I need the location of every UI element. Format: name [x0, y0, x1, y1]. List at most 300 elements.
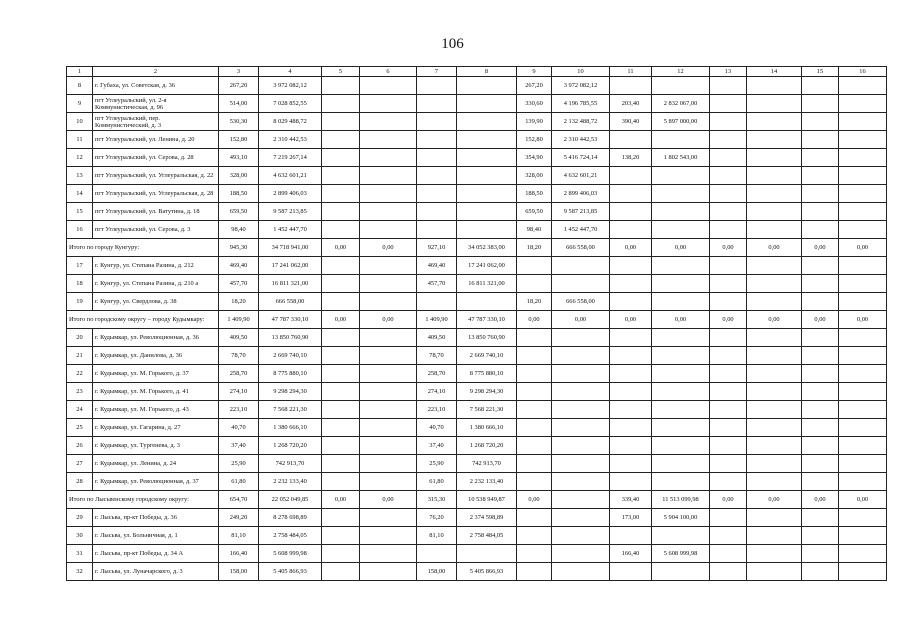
value-cell	[360, 275, 417, 293]
address-cell: г. Лысьва, ул. Больничная, д. 1	[93, 527, 219, 545]
total-cell: 47 787 330,10	[259, 311, 322, 329]
value-cell: 203,40	[610, 95, 652, 113]
value-cell	[360, 113, 417, 131]
value-cell: 17 241 062,00	[457, 257, 517, 275]
value-cell	[322, 95, 360, 113]
value-cell: 3 972 082,12	[552, 77, 610, 95]
value-cell	[802, 383, 839, 401]
value-cell: 390,40	[610, 113, 652, 131]
value-cell	[839, 545, 887, 563]
value-cell	[552, 419, 610, 437]
value-cell	[802, 473, 839, 491]
address-cell: пгт Углеуральский, ул. 2-я Коммунистическая, д. 96	[93, 95, 219, 113]
value-cell	[417, 221, 457, 239]
table-row	[67, 347, 887, 365]
value-cell	[802, 563, 839, 581]
total-cell: 18,20	[517, 239, 552, 257]
value-cell	[839, 113, 887, 131]
value-cell	[517, 383, 552, 401]
value-cell	[710, 275, 747, 293]
value-cell: 81,10	[219, 527, 259, 545]
value-cell	[652, 185, 710, 203]
address-cell: г. Кудымкар, ул. Революционная, д. 37	[93, 473, 219, 491]
total-cell: 0,00	[517, 311, 552, 329]
table-row	[67, 203, 887, 221]
value-cell	[839, 77, 887, 95]
total-cell: 0,00	[710, 311, 747, 329]
value-cell: 25,90	[417, 455, 457, 473]
value-cell	[517, 329, 552, 347]
address-cell: г. Кудымкар, ул. М. Горького, д. 43	[93, 401, 219, 419]
value-cell	[839, 293, 887, 311]
value-cell	[552, 527, 610, 545]
value-cell	[552, 365, 610, 383]
table-row	[67, 293, 887, 311]
total-cell: 0,00	[747, 239, 802, 257]
value-cell	[652, 401, 710, 419]
value-cell: 40,70	[417, 419, 457, 437]
value-cell: 457,70	[417, 275, 457, 293]
value-cell	[652, 77, 710, 95]
value-cell	[839, 185, 887, 203]
value-cell: 328,00	[219, 167, 259, 185]
value-cell	[747, 509, 802, 527]
value-cell	[517, 365, 552, 383]
value-cell	[360, 293, 417, 311]
row-number: 25	[67, 419, 93, 437]
value-cell	[839, 347, 887, 365]
value-cell	[839, 419, 887, 437]
value-cell	[839, 365, 887, 383]
value-cell	[710, 203, 747, 221]
header-cell: 10	[552, 67, 610, 77]
header-cell: 6	[360, 67, 417, 77]
address-cell: пгт Углеуральский, ул. Серова, д. 3	[93, 221, 219, 239]
row-number: 14	[67, 185, 93, 203]
value-cell: 1 452 447,70	[552, 221, 610, 239]
value-cell: 25,90	[219, 455, 259, 473]
value-cell	[322, 545, 360, 563]
value-cell	[839, 383, 887, 401]
value-cell	[322, 257, 360, 275]
value-cell	[839, 401, 887, 419]
value-cell	[360, 257, 417, 275]
table-row	[67, 509, 887, 527]
value-cell	[710, 167, 747, 185]
value-cell	[360, 509, 417, 527]
row-number: 23	[67, 383, 93, 401]
value-cell: 2 899 406,03	[552, 185, 610, 203]
value-cell	[839, 149, 887, 167]
value-cell	[360, 419, 417, 437]
total-cell: 0,00	[360, 239, 417, 257]
value-cell: 9 298 294,30	[457, 383, 517, 401]
total-label: Итого по городскому округу – городу Кудымкару:	[67, 311, 219, 329]
value-cell: 8 029 488,72	[259, 113, 322, 131]
value-cell: 530,30	[219, 113, 259, 131]
value-cell: 457,70	[219, 275, 259, 293]
total-cell: 927,10	[417, 239, 457, 257]
value-cell: 2 310 442,53	[552, 131, 610, 149]
value-cell	[360, 437, 417, 455]
value-cell: 2 232 133,40	[457, 473, 517, 491]
value-cell	[610, 131, 652, 149]
value-cell	[802, 275, 839, 293]
value-cell	[360, 329, 417, 347]
value-cell	[360, 95, 417, 113]
value-cell	[652, 167, 710, 185]
value-cell: 354,90	[517, 149, 552, 167]
value-cell	[610, 167, 652, 185]
table-row	[67, 563, 887, 581]
value-cell: 223,10	[219, 401, 259, 419]
value-cell	[839, 203, 887, 221]
row-number: 12	[67, 149, 93, 167]
value-cell	[747, 455, 802, 473]
address-cell: г. Кудымкар, ул. М. Горького, д. 37	[93, 365, 219, 383]
value-cell	[360, 563, 417, 581]
table-row	[67, 221, 887, 239]
total-cell: 0,00	[322, 239, 360, 257]
value-cell	[839, 257, 887, 275]
value-cell: 166,40	[610, 545, 652, 563]
value-cell	[710, 131, 747, 149]
total-cell: 0,00	[360, 491, 417, 509]
value-cell	[610, 527, 652, 545]
value-cell	[652, 437, 710, 455]
value-cell: 13 850 760,90	[457, 329, 517, 347]
value-cell	[802, 329, 839, 347]
value-cell	[710, 113, 747, 131]
total-cell: 0,00	[747, 311, 802, 329]
value-cell: 152,80	[517, 131, 552, 149]
address-cell: г. Кудымкар, ул. М. Горького, д. 41	[93, 383, 219, 401]
value-cell: 5 608 999,98	[259, 545, 322, 563]
value-cell	[747, 257, 802, 275]
value-cell: 7 028 852,55	[259, 95, 322, 113]
row-number: 10	[67, 113, 93, 131]
header-cell: 3	[219, 67, 259, 77]
total-cell: 0,00	[360, 311, 417, 329]
value-cell	[802, 185, 839, 203]
value-cell	[360, 167, 417, 185]
value-cell: 9 587 213,85	[259, 203, 322, 221]
value-cell	[802, 545, 839, 563]
value-cell	[552, 437, 610, 455]
value-cell	[710, 95, 747, 113]
header-cell: 13	[710, 67, 747, 77]
address-cell: г. Кудымкар, ул. Ленина, д. 24	[93, 455, 219, 473]
value-cell: 40,70	[219, 419, 259, 437]
value-cell: 659,50	[517, 203, 552, 221]
value-cell	[457, 221, 517, 239]
value-cell	[610, 77, 652, 95]
value-cell	[360, 455, 417, 473]
value-cell	[610, 401, 652, 419]
address-cell: г. Кудымкар, ул. Тургенева, д. 3	[93, 437, 219, 455]
row-number: 29	[67, 509, 93, 527]
row-number: 16	[67, 221, 93, 239]
value-cell	[610, 329, 652, 347]
value-cell: 659,50	[219, 203, 259, 221]
value-cell: 8 775 880,10	[457, 365, 517, 383]
value-cell	[710, 365, 747, 383]
value-cell: 78,70	[417, 347, 457, 365]
table-row	[67, 527, 887, 545]
value-cell: 37,40	[219, 437, 259, 455]
table-row	[67, 95, 887, 113]
value-cell	[457, 77, 517, 95]
total-cell: 0,00	[610, 239, 652, 257]
value-cell	[517, 347, 552, 365]
value-cell	[360, 347, 417, 365]
table-row	[67, 275, 887, 293]
value-cell	[322, 509, 360, 527]
value-cell	[652, 203, 710, 221]
value-cell	[322, 329, 360, 347]
value-cell	[360, 365, 417, 383]
total-cell: 315,30	[417, 491, 457, 509]
value-cell	[652, 473, 710, 491]
value-cell: 328,00	[517, 167, 552, 185]
value-cell: 2 374 598,89	[457, 509, 517, 527]
value-cell: 139,90	[517, 113, 552, 131]
header-cell: 16	[839, 67, 887, 77]
address-cell: г. Лысьва, пр-кт Победы, д. 36	[93, 509, 219, 527]
value-cell	[517, 473, 552, 491]
value-cell	[710, 455, 747, 473]
value-cell	[322, 401, 360, 419]
value-cell	[747, 437, 802, 455]
row-number: 26	[67, 437, 93, 455]
value-cell	[802, 131, 839, 149]
value-cell	[802, 293, 839, 311]
value-cell	[322, 185, 360, 203]
value-cell	[517, 437, 552, 455]
header-cell: 11	[610, 67, 652, 77]
total-cell: 0,00	[747, 491, 802, 509]
value-cell: 81,10	[417, 527, 457, 545]
value-cell: 5 416 724,14	[552, 149, 610, 167]
row-number: 20	[67, 329, 93, 347]
value-cell	[552, 509, 610, 527]
value-cell	[360, 545, 417, 563]
value-cell	[360, 131, 417, 149]
header-row	[67, 67, 887, 77]
value-cell: 61,80	[417, 473, 457, 491]
value-cell	[747, 545, 802, 563]
value-cell: 5 897 000,00	[652, 113, 710, 131]
table-row	[67, 131, 887, 149]
value-cell	[360, 77, 417, 95]
row-number: 32	[67, 563, 93, 581]
value-cell: 330,60	[517, 95, 552, 113]
value-cell	[417, 95, 457, 113]
value-cell	[610, 455, 652, 473]
total-cell: 34 052 383,00	[457, 239, 517, 257]
value-cell: 2 899 406,03	[259, 185, 322, 203]
value-cell	[417, 113, 457, 131]
value-cell: 2 758 484,05	[457, 527, 517, 545]
value-cell	[322, 437, 360, 455]
value-cell	[517, 509, 552, 527]
value-cell	[710, 545, 747, 563]
value-cell: 4 196 785,55	[552, 95, 610, 113]
value-cell	[322, 203, 360, 221]
value-cell	[747, 401, 802, 419]
address-cell: г. Кудымкар, ул. Революционная, д. 36	[93, 329, 219, 347]
value-cell	[802, 77, 839, 95]
total-cell: 0,00	[839, 311, 887, 329]
value-cell: 61,80	[219, 473, 259, 491]
value-cell	[802, 347, 839, 365]
total-cell: 0,00	[802, 311, 839, 329]
value-cell	[322, 383, 360, 401]
value-cell	[747, 527, 802, 545]
total-cell: 0,00	[652, 311, 710, 329]
value-cell	[322, 473, 360, 491]
value-cell	[710, 419, 747, 437]
header-cell: 12	[652, 67, 710, 77]
value-cell	[517, 545, 552, 563]
total-label: Итого по Лысьвенскому городскому округу:	[67, 491, 219, 509]
value-cell	[710, 383, 747, 401]
value-cell	[360, 221, 417, 239]
value-cell: 5 405 866,93	[457, 563, 517, 581]
value-cell: 409,50	[219, 329, 259, 347]
value-cell	[839, 131, 887, 149]
table-row	[67, 365, 887, 383]
value-cell	[710, 437, 747, 455]
value-cell	[610, 347, 652, 365]
total-cell: 34 718 941,00	[259, 239, 322, 257]
address-cell: г. Кудымкар, ул. Гагарина, д. 27	[93, 419, 219, 437]
value-cell: 742 913,70	[457, 455, 517, 473]
value-cell	[802, 149, 839, 167]
value-cell	[610, 437, 652, 455]
value-cell: 16 811 321,00	[259, 275, 322, 293]
value-cell	[652, 365, 710, 383]
value-cell	[802, 509, 839, 527]
value-cell: 7 568 221,30	[457, 401, 517, 419]
value-cell	[802, 419, 839, 437]
value-cell	[552, 473, 610, 491]
row-number: 21	[67, 347, 93, 365]
value-cell	[552, 383, 610, 401]
value-cell: 8 775 880,10	[259, 365, 322, 383]
total-cell: 0,00	[552, 311, 610, 329]
value-cell	[710, 527, 747, 545]
value-cell: 8 278 698,89	[259, 509, 322, 527]
value-cell	[652, 257, 710, 275]
value-cell	[457, 545, 517, 563]
value-cell	[839, 437, 887, 455]
value-cell: 409,50	[417, 329, 457, 347]
value-cell	[457, 95, 517, 113]
header-cell: 1	[67, 67, 93, 77]
value-cell	[747, 221, 802, 239]
value-cell	[652, 563, 710, 581]
address-cell: пгт Углеуральский, ул. Ленина, д. 20	[93, 131, 219, 149]
value-cell	[517, 401, 552, 419]
value-cell: 4 632 601,21	[259, 167, 322, 185]
value-cell	[802, 167, 839, 185]
value-cell	[802, 401, 839, 419]
row-number: 15	[67, 203, 93, 221]
value-cell	[802, 257, 839, 275]
total-cell: 47 787 330,10	[457, 311, 517, 329]
total-cell: 0,00	[802, 491, 839, 509]
value-cell: 267,20	[517, 77, 552, 95]
value-cell	[360, 383, 417, 401]
table-row	[67, 401, 887, 419]
value-cell	[610, 257, 652, 275]
value-cell	[652, 455, 710, 473]
table-row	[67, 167, 887, 185]
value-cell: 4 632 601,21	[552, 167, 610, 185]
value-cell	[610, 275, 652, 293]
table-body	[67, 67, 887, 581]
value-cell	[802, 221, 839, 239]
value-cell	[710, 563, 747, 581]
value-cell	[360, 401, 417, 419]
value-cell	[747, 113, 802, 131]
header-cell: 7	[417, 67, 457, 77]
header-cell: 5	[322, 67, 360, 77]
value-cell	[710, 185, 747, 203]
address-cell: г. Кунгур, ул. Степана Разина, д. 212	[93, 257, 219, 275]
total-cell: 1 409,90	[219, 311, 259, 329]
value-cell: 274,10	[417, 383, 457, 401]
address-cell: г. Лысьва, ул. Луначарского, д. 3	[93, 563, 219, 581]
row-number: 8	[67, 77, 93, 95]
value-cell	[417, 293, 457, 311]
value-cell	[802, 437, 839, 455]
value-cell	[360, 203, 417, 221]
value-cell: 158,00	[417, 563, 457, 581]
value-cell	[457, 131, 517, 149]
value-cell	[322, 419, 360, 437]
row-number: 19	[67, 293, 93, 311]
value-cell: 98,40	[517, 221, 552, 239]
value-cell: 2 758 484,05	[259, 527, 322, 545]
total-cell: 654,70	[219, 491, 259, 509]
value-cell: 249,20	[219, 509, 259, 527]
value-cell: 1 268 720,20	[457, 437, 517, 455]
value-cell	[747, 185, 802, 203]
value-cell: 1 380 666,10	[259, 419, 322, 437]
total-cell: 22 052 049,85	[259, 491, 322, 509]
row-number: 17	[67, 257, 93, 275]
total-cell: 0,00	[710, 491, 747, 509]
total-cell: 0,00	[517, 491, 552, 509]
value-cell: 666 558,00	[552, 293, 610, 311]
total-row	[67, 239, 887, 257]
value-cell	[652, 275, 710, 293]
value-cell	[652, 131, 710, 149]
total-cell: 666 558,00	[552, 239, 610, 257]
value-cell	[710, 509, 747, 527]
value-cell: 9 298 294,30	[259, 383, 322, 401]
value-cell: 5 904 100,00	[652, 509, 710, 527]
value-cell	[747, 275, 802, 293]
value-cell	[747, 473, 802, 491]
value-cell	[610, 365, 652, 383]
address-cell: пгт Углеуральский, ул. Углеуральская, д. 28	[93, 185, 219, 203]
table-row	[67, 383, 887, 401]
value-cell	[552, 329, 610, 347]
total-cell: 0,00	[802, 239, 839, 257]
